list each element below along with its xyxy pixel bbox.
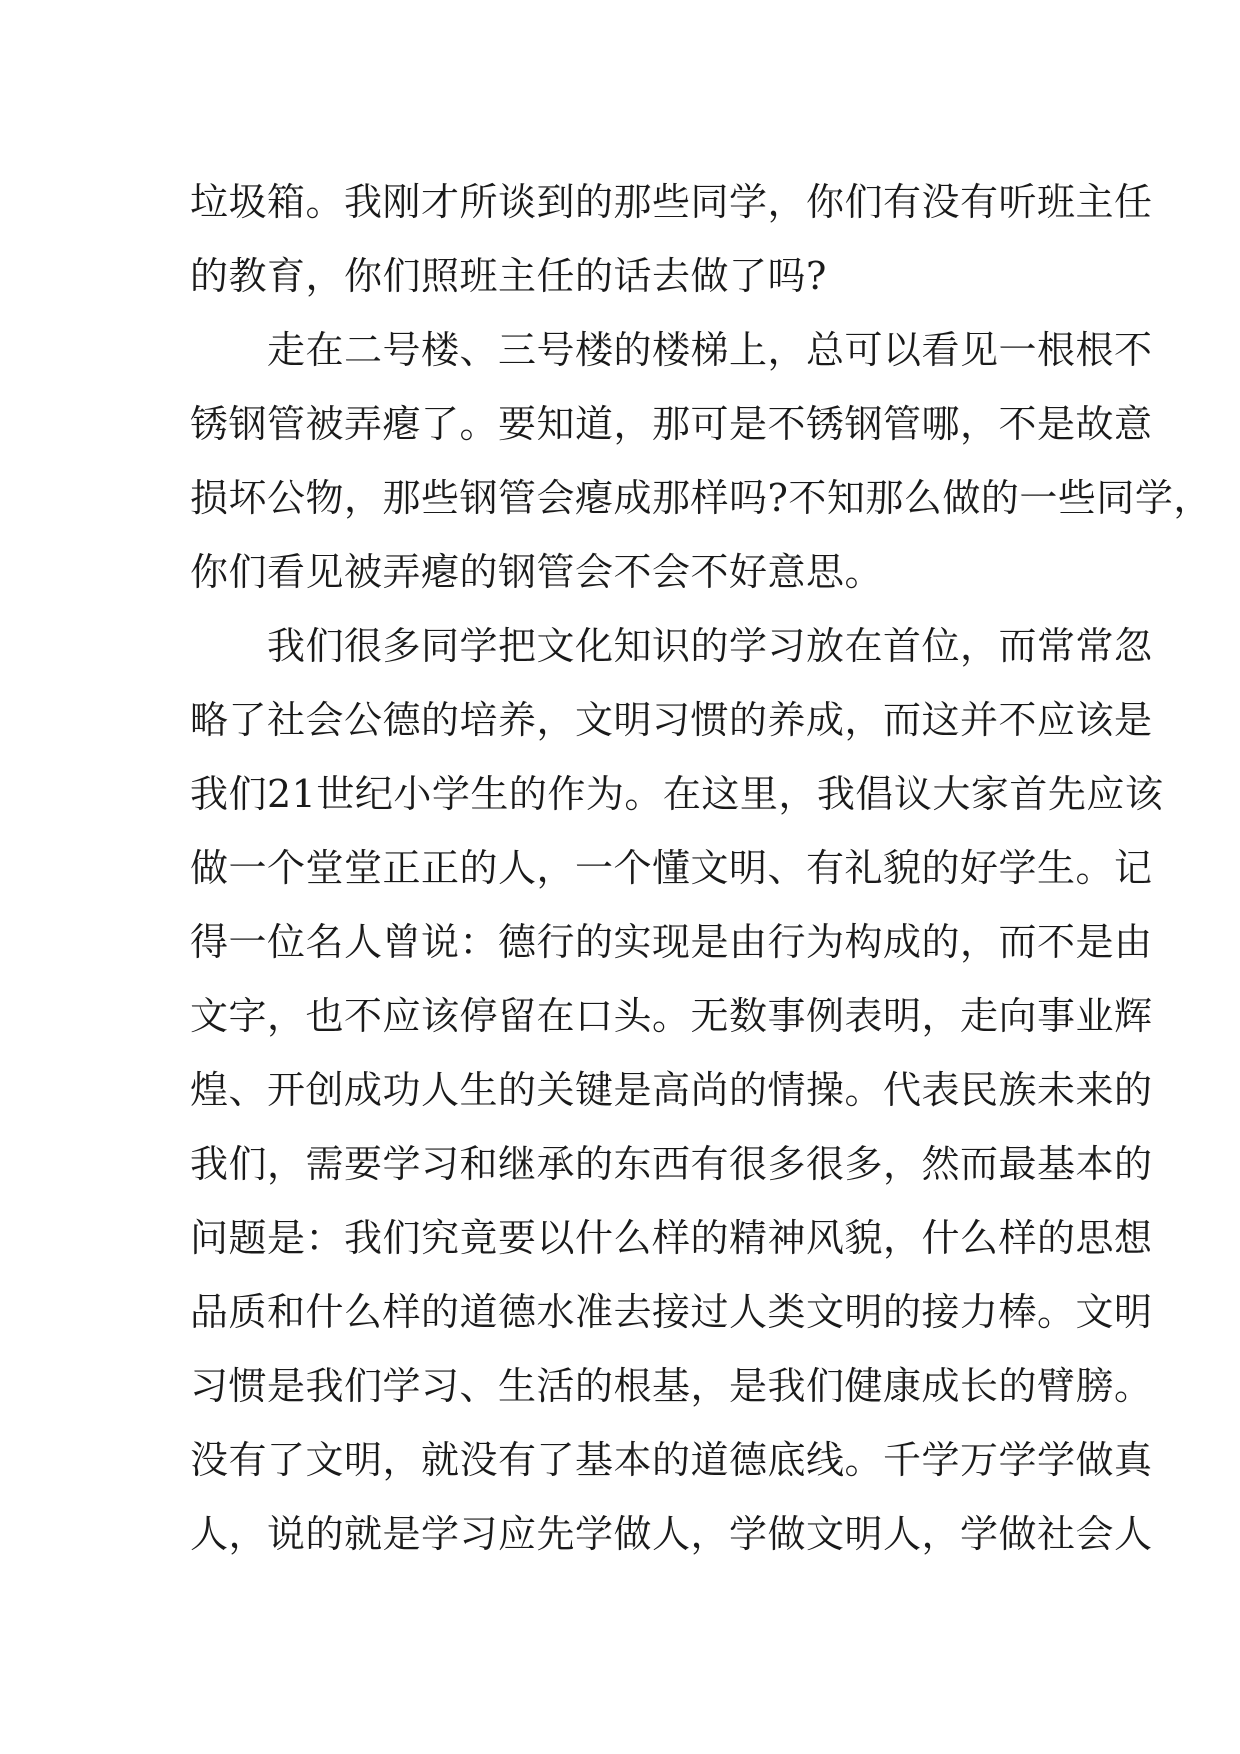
text-line: 走在二号楼、三号楼的楼梯上，总可以看见一根根不 bbox=[190, 328, 1153, 372]
text-line: 我们21世纪小学生的作为。在这里，我倡议大家首先应该 bbox=[190, 772, 1164, 816]
text-line: 你们看见被弄瘪的钢管会不会不好意思。 bbox=[190, 550, 884, 594]
text-line: 得一位名人曾说：德行的实现是由行为构成的，而不是由 bbox=[190, 920, 1153, 964]
text-line: 略了社会公德的培养，文明习惯的养成，而这并不应该是 bbox=[190, 698, 1153, 742]
text-line: 问题是：我们究竟要以什么样的精神风貌，什么样的思想 bbox=[190, 1216, 1153, 1260]
text-line: 做一个堂堂正正的人，一个懂文明、有礼貌的好学生。记 bbox=[190, 846, 1153, 890]
text-line: 我们很多同学把文化知识的学习放在首位，而常常忽 bbox=[190, 624, 1153, 668]
text-line: 的教育，你们照班主任的话去做了吗? bbox=[190, 254, 827, 298]
body-text bbox=[190, 165, 1212, 1571]
text-line: 锈钢管被弄瘪了。要知道，那可是不锈钢管哪，不是故意 bbox=[190, 402, 1153, 446]
text-line: 没有了文明，就没有了基本的道德底线。千学万学学做真 bbox=[190, 1438, 1153, 1482]
text-line: 人，说的就是学习应先学做人，学做文明人，学做社会人 bbox=[190, 1512, 1153, 1556]
text-line: 损坏公物，那些钢管会瘪成那样吗?不知那么做的一些同学， bbox=[190, 476, 1212, 520]
text-line: 煌、开创成功人生的关键是高尚的情操。代表民族未来的 bbox=[190, 1068, 1153, 1112]
text-line: 习惯是我们学习、生活的根基，是我们健康成长的臂膀。 bbox=[190, 1364, 1153, 1408]
text-line: 品质和什么样的道德水准去接过人类文明的接力棒。文明 bbox=[190, 1290, 1153, 1334]
text-line: 垃圾箱。我刚才所谈到的那些同学，你们有没有听班主任 bbox=[190, 180, 1153, 224]
text-line: 文字，也不应该停留在口头。无数事例表明，走向事业辉 bbox=[190, 994, 1153, 1038]
text-line: 我们，需要学习和继承的东西有很多很多，然而最基本的 bbox=[190, 1142, 1153, 1186]
